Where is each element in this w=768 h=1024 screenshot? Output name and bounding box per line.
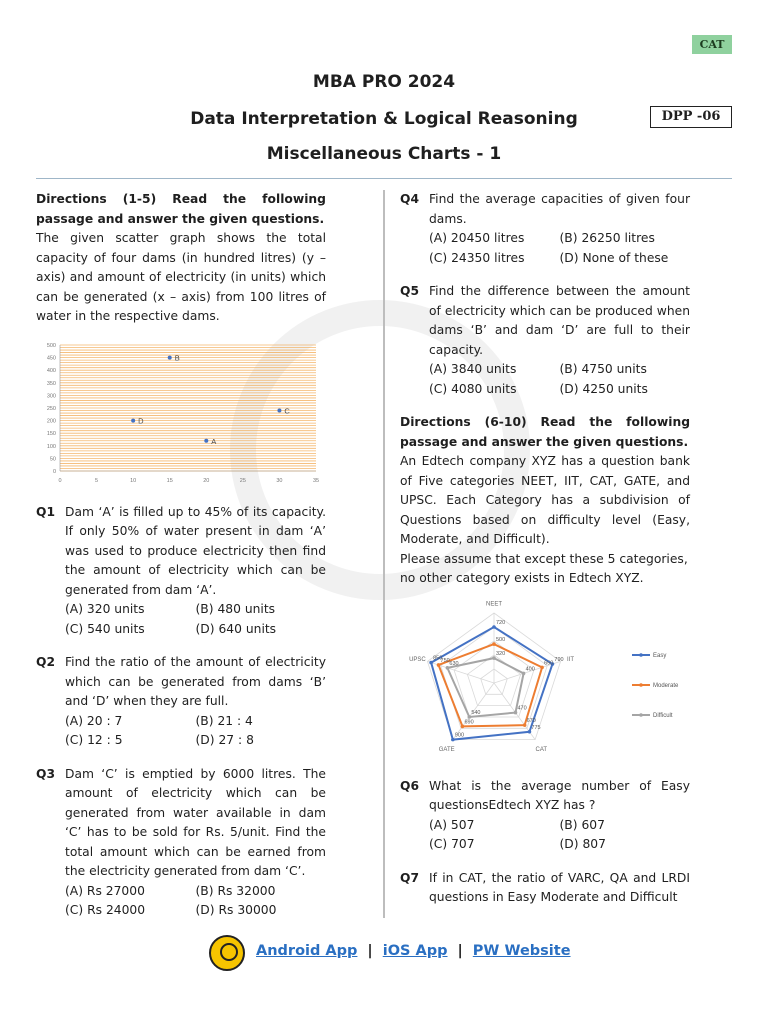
data-label: 470 xyxy=(517,705,527,712)
y-tick-label: 400 xyxy=(46,367,56,374)
passage-6-10: An Edtech company XYZ has a question bank of Five categories NEET, IIT, CAT, GATE, and UPSC. Each Category has a subdivision of Questions based on difficulty level (Easy, Moderate, and Difficult). xyxy=(400,454,690,546)
y-tick-label: 200 xyxy=(46,418,56,425)
data-label: 400 xyxy=(525,665,535,672)
data-label: 630 xyxy=(449,660,459,667)
option-a: (A) 20 : 7 xyxy=(65,713,123,728)
question-text: Dam ‘C’ is emptied by 6000 litres. The amount of electricity which can be generated from water available in dam ‘C’ has to be sold for Rs. 5/unit. Find the total amount which can be earned from the electricity generated from dam ‘C’. xyxy=(65,766,326,878)
x-tick-label: 10 xyxy=(130,477,137,484)
passage-1-5: The given scatter graph shows the total capacity of four dams (in hundred litres) (y – axis) and amount of electricity (in units) which can be generated (x – axis) from 100 litres of water in the respective dams. xyxy=(36,231,326,323)
axis-label-cat: CAT xyxy=(535,746,548,753)
question-q2 xyxy=(36,653,326,751)
question-text: Dam ‘A’ is filled up to 45% of its capacity. If only 50% of water present in dam ‘A’ was used to produce electricity then find the amount of electricity which can be generated from dam ‘A’. xyxy=(65,504,326,597)
question-q3 xyxy=(36,765,326,921)
question-q6 xyxy=(400,777,690,855)
data-label-d: D xyxy=(138,416,144,426)
question-q1 xyxy=(36,503,326,640)
x-tick-label: 15 xyxy=(166,477,173,484)
data-point-c xyxy=(277,408,281,412)
dpp-label: DPP -06 xyxy=(650,106,732,128)
option-grid xyxy=(429,360,690,399)
option-c: (C) 540 units xyxy=(65,621,145,636)
question-q4 xyxy=(400,190,690,268)
right-column xyxy=(400,190,690,908)
footer xyxy=(0,933,768,973)
option-d: (D) 4250 units xyxy=(559,381,648,396)
directions-1-5: Directions (1-5) Read the following passage and answer the given questions. xyxy=(36,192,326,226)
question-number: Q7 xyxy=(400,870,420,885)
option-a: (A) 320 units xyxy=(65,602,145,616)
scatter-chart xyxy=(36,337,326,489)
option-c: (C) 707 xyxy=(429,837,475,851)
option-grid xyxy=(429,816,690,855)
section-title: Miscellaneous Charts - 1 xyxy=(266,144,502,164)
link-separator: | xyxy=(457,943,463,959)
option-b: (B) Rs 32000 xyxy=(195,883,276,898)
data-label: 650 xyxy=(544,659,554,666)
axis-label-gate: GATE xyxy=(438,746,455,753)
header-divider xyxy=(36,178,732,179)
left-column xyxy=(36,190,326,921)
option-b: (B) 26250 litres xyxy=(559,231,655,245)
option-grid xyxy=(65,600,326,639)
option-b: (B) 480 units xyxy=(195,602,276,616)
link-separator: | xyxy=(367,943,373,959)
question-text: If in CAT, the ratio of VARC, QA and LRDI questions in Easy Moderate and Difficult xyxy=(429,870,690,904)
y-tick-label: 250 xyxy=(46,405,56,412)
x-tick-label: 30 xyxy=(276,477,283,484)
question-q5 xyxy=(400,282,690,399)
data-label-c: C xyxy=(284,406,290,416)
data-label: 750 xyxy=(440,657,450,664)
y-tick-label: 150 xyxy=(46,430,56,437)
x-tick-label: 0 xyxy=(58,477,62,484)
option-grid xyxy=(429,229,690,268)
y-tick-label: 300 xyxy=(46,392,56,399)
option-c: (C) 24350 litres xyxy=(429,250,525,265)
brand-logo-icon xyxy=(209,935,245,971)
passage-6-10-note: Please assume that except these 5 categories, no other category exists in Edtech XYZ. xyxy=(400,551,688,585)
option-a: (A) 3840 units xyxy=(429,362,517,376)
data-label: 790 xyxy=(554,656,564,663)
legend-label-moderate: Moderate xyxy=(653,682,679,689)
option-c: (C) 4080 units xyxy=(429,381,517,396)
question-text: Find the average capacities of given four dams. xyxy=(429,192,690,226)
data-point-b xyxy=(168,355,172,359)
question-number: Q6 xyxy=(400,778,420,793)
legend-label-easy: Easy xyxy=(653,652,667,659)
data-label: 900 xyxy=(454,732,465,739)
x-tick-label: 25 xyxy=(239,477,246,484)
data-point-a xyxy=(204,438,208,442)
question-text: Find the difference between the amount of electricity which can be produced when dams ‘B’ and dam ‘D’ are full to their capacity. xyxy=(429,284,690,357)
question-number: Q1 xyxy=(36,504,56,519)
data-label: 775 xyxy=(531,724,541,731)
data-point-d xyxy=(131,418,135,422)
legend-marker-difficult xyxy=(639,713,643,717)
ios-app-link[interactable]: iOS App xyxy=(382,943,448,959)
option-b: (B) 607 xyxy=(559,817,605,832)
legend-label-difficult: Difficult xyxy=(653,712,673,719)
y-tick-label: 500 xyxy=(46,342,56,349)
axis-label-neet: NEET xyxy=(485,601,503,607)
y-tick-label: 0 xyxy=(52,468,56,475)
option-d: (D) 640 units xyxy=(195,621,277,636)
data-label-b: B xyxy=(174,353,180,363)
radar-chart xyxy=(400,595,690,761)
option-d: (D) None of these xyxy=(559,250,669,265)
option-a: (A) Rs 27000 xyxy=(65,883,145,898)
option-d: (D) 807 xyxy=(559,837,606,851)
y-tick-label: 350 xyxy=(46,380,56,387)
y-tick-label: 100 xyxy=(46,443,56,450)
data-label-a: A xyxy=(211,436,217,446)
android-app-link[interactable]: Android App xyxy=(256,943,358,959)
option-grid xyxy=(65,882,326,921)
option-d: (D) Rs 30000 xyxy=(195,903,277,917)
option-c: (C) Rs 24000 xyxy=(65,903,146,917)
question-number: Q3 xyxy=(36,766,56,781)
axis-label-iit: IIT xyxy=(567,656,575,663)
x-tick-label: 35 xyxy=(312,477,320,484)
category-badge: CAT xyxy=(692,35,732,54)
option-b: (B) 4750 units xyxy=(559,362,647,376)
y-tick-label: 50 xyxy=(49,455,56,462)
legend-marker-easy xyxy=(639,653,643,657)
question-text: What is the average number of Easy questionsEdtech XYZ has ? xyxy=(429,778,690,812)
pw-website-link[interactable]: PW Website xyxy=(472,943,571,959)
data-label: 320 xyxy=(496,650,506,657)
option-grid xyxy=(65,712,326,751)
question-q7 xyxy=(400,869,690,908)
subject-title: Data Interpretation & Logical Reasoning xyxy=(190,109,578,129)
data-label: 540 xyxy=(471,709,481,716)
data-label: 720 xyxy=(496,619,506,626)
x-tick-label: 5 xyxy=(95,477,99,484)
question-number: Q4 xyxy=(400,192,420,206)
axis-label-upsc: UPSC xyxy=(409,656,426,663)
option-c: (C) 12 : 5 xyxy=(65,733,123,747)
question-text: Find the ratio of the amount of electricity which can be generated from dams ‘B’ and ‘D’ when they are full. xyxy=(65,655,326,708)
data-label: 670 xyxy=(526,717,536,724)
directions-6-10: Directions (6-10) Read the following passage and answer the given questions. xyxy=(400,415,690,449)
option-b: (B) 21 : 4 xyxy=(195,713,253,728)
x-tick-label: 20 xyxy=(203,477,210,484)
column-divider xyxy=(383,190,385,918)
question-number: Q5 xyxy=(400,284,420,298)
data-label: 850 xyxy=(433,655,443,662)
question-number: Q2 xyxy=(36,655,56,669)
data-label: 690 xyxy=(464,718,474,725)
data-label: 500 xyxy=(496,636,506,643)
option-a: (A) 20450 litres xyxy=(429,231,525,245)
option-d: (D) 27 : 8 xyxy=(195,733,254,747)
option-a: (A) 507 xyxy=(429,817,475,832)
footer-links xyxy=(256,943,571,959)
legend-marker-moderate xyxy=(639,683,643,687)
page-title: MBA PRO 2024 xyxy=(312,72,456,92)
y-tick-label: 450 xyxy=(46,355,56,362)
